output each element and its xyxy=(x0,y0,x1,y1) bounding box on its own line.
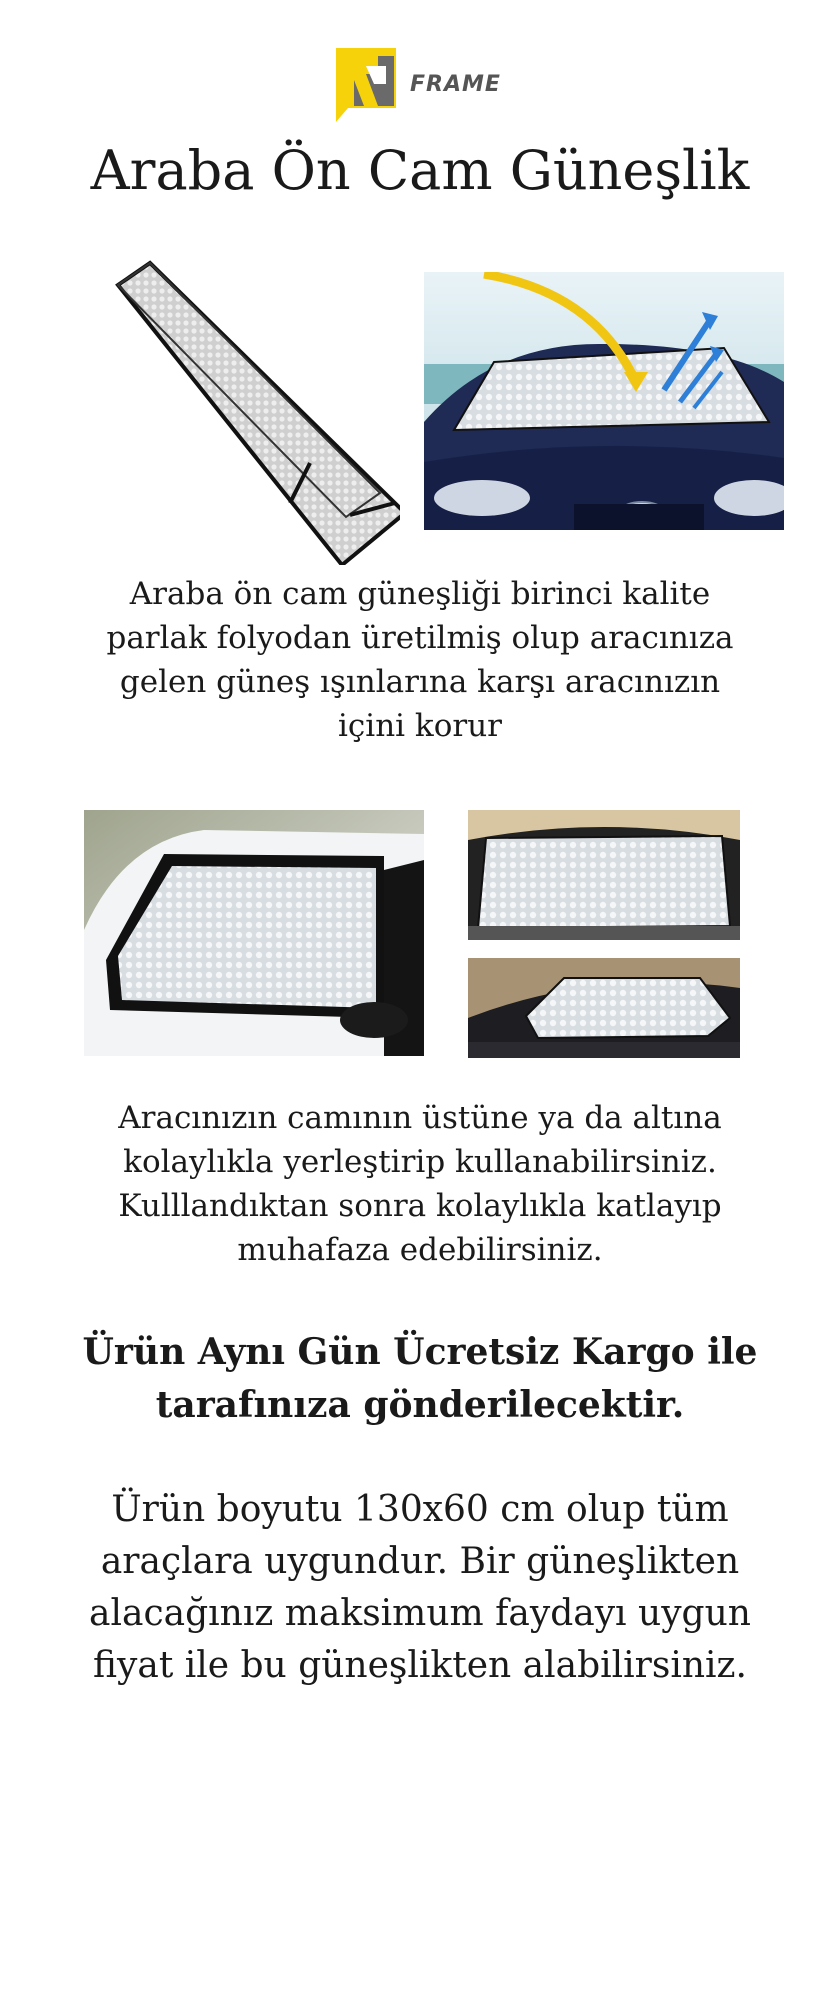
paragraph-3: Ürün boyutu 130x60 cm olup tüm araçlara uygundur. Bir güneşlikten alacağınız maksimum faydayı uygun fiyat ile bu güneşlikten alabilirsiniz. xyxy=(89,1489,751,1686)
frame-logo-icon xyxy=(326,44,406,122)
paragraph-2: Aracınızın camının üstüne ya da altına kolaylıkla yerleştirip kullanabilirsiniz. Kulllandıktan sonra kolaylıkla katlayıp muhafaza edebilirsiniz. xyxy=(118,1100,722,1268)
logo-text: FRAME xyxy=(410,72,501,97)
folded-sunshade-image xyxy=(100,255,400,565)
brand-logo xyxy=(326,44,516,122)
shipping-note: Ürün Aynı Gün Ücretsiz Kargo ile tarafınıza gönderilecektir. xyxy=(82,1331,758,1426)
car-front-sunshade-image-1 xyxy=(468,810,740,940)
car-front-sunshade-image-2 xyxy=(468,958,740,1058)
paragraph-1: Araba ön cam güneşliği birinci kalite parlak folyodan üretilmiş olup aracınıza gelen güneş ışınlarına karşı aracınızın içini korur xyxy=(106,576,734,744)
car-windshield-sun-image xyxy=(424,272,784,530)
page-title: Araba Ön Cam Güneşlik xyxy=(90,139,750,202)
car-side-sunshade-image xyxy=(84,810,424,1056)
